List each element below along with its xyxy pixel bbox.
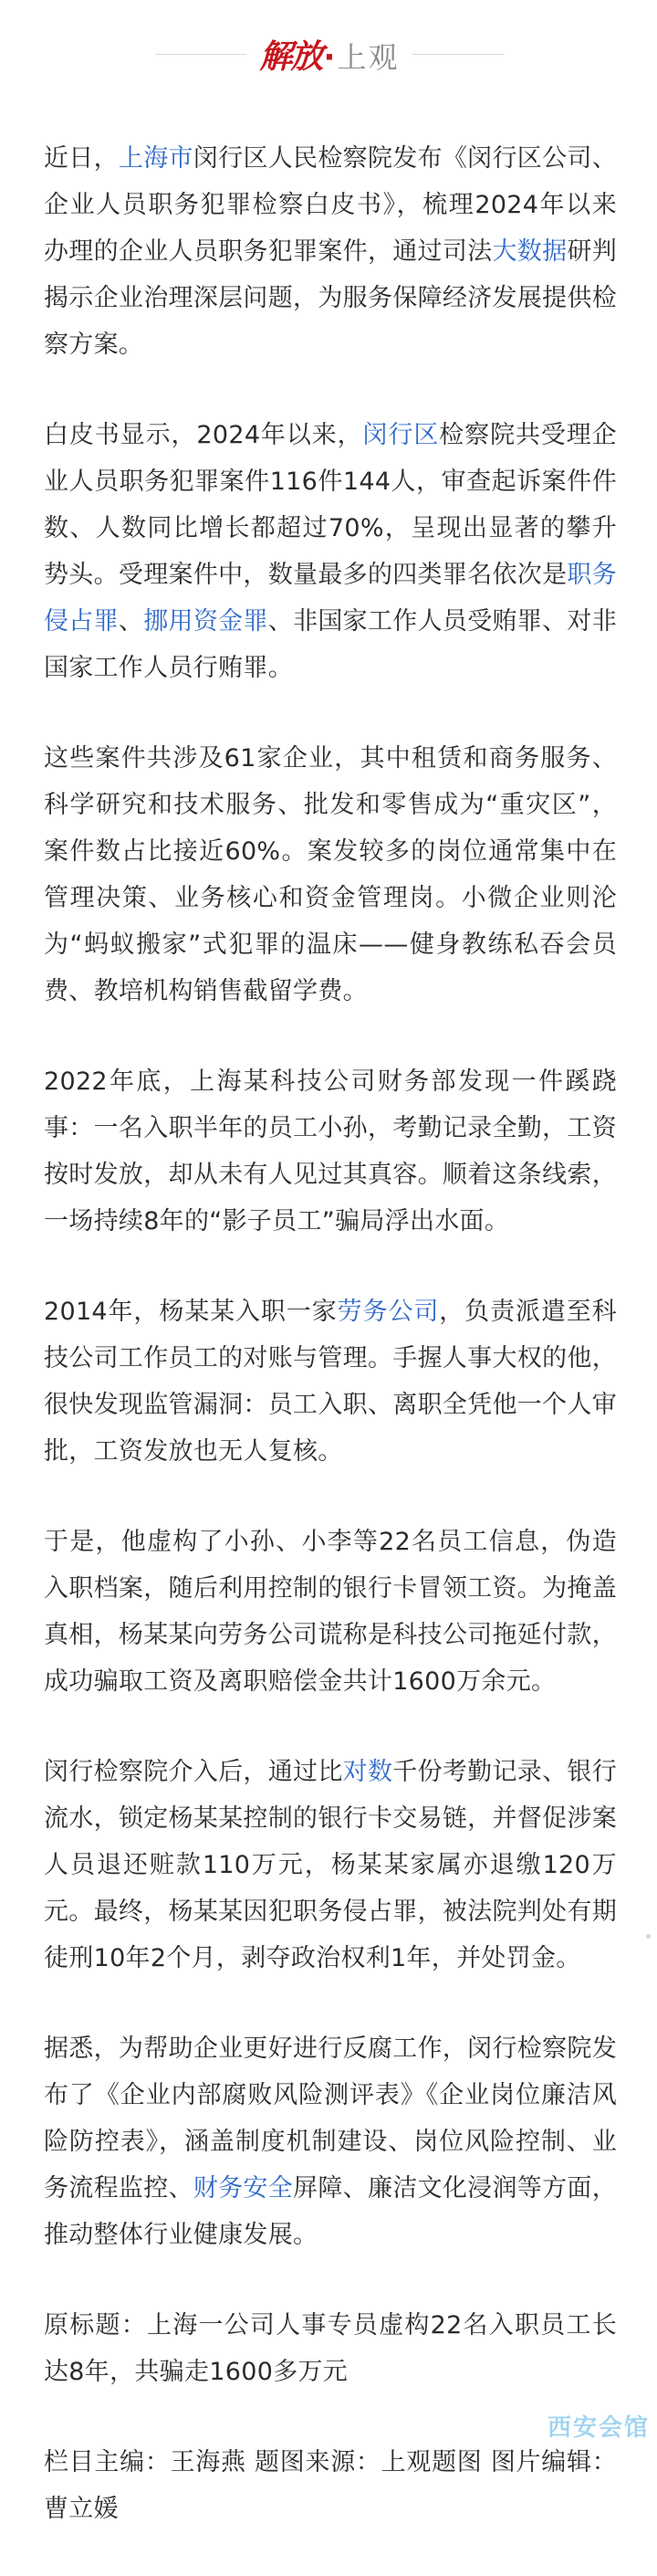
original-title: 原标题：上海一公司人事专员虚构22名入职员工长达8年，共骗走1600多万元 xyxy=(44,2311,617,2386)
logo-script-text: 解放 xyxy=(259,37,322,76)
paragraph-text: 2014年，杨某某入职一家 xyxy=(44,1298,338,1326)
paragraph-text: 、 xyxy=(118,607,144,636)
paragraph-7 xyxy=(44,1749,617,1982)
paragraph-text: 研判揭示企业治理深层问题，为服务保障经济发展提供检察方案。 xyxy=(44,237,617,359)
paragraph-3: 这些案件共涉及61家企业，其中租赁和商务服务、科学研究和技术服务、批发和零售成为“重灾区”，案件数占比接近60%。案发较多的岗位通常集中在管理决策、业务核心和资金管理岗。小微企业则沦为“蚂蚁搬家”式犯罪的温床——健身教练私吞会员费、教培机构销售截留学费。 xyxy=(44,744,617,1005)
jiefang-shangguan-logo[interactable] xyxy=(246,31,412,77)
paragraph-text: 近日， xyxy=(44,144,119,173)
paragraph-text: 千份考勤记录、银行流水，锁定杨某某控制的银行卡交易链，并督促涉案人员退还赃款110万元，杨某某家属亦退缴120万元。最终，杨某某因犯职务侵占罪，被法院判处有期徒刑10年2个月，剥夺政治权利1年，并处罚金。 xyxy=(44,1758,617,1972)
keyword-link-labor-company[interactable]: 劳务公司 xyxy=(337,1298,440,1326)
paragraph-text: ，负责派遣至科技公司工作员工的对账与管理。手握人事大权的他，很快发现监管漏洞：员工入职、离职全凭他一个人审批，工资发放也无人复核。 xyxy=(44,1298,617,1466)
editor-credits: 栏目主编：王海燕 题图来源：上观题图 图片编辑：曹立媛 xyxy=(44,2448,617,2523)
article-body xyxy=(44,135,617,2576)
paragraph-text: 闵行区人民检察院发布《闵行区公司、企业人员职务犯罪检察白皮书》，梳理2024年以来办理的企业人员职务犯罪案件，通过司法 xyxy=(44,144,617,266)
logo-dot: · xyxy=(323,39,336,76)
paragraph-4: 2022年底，上海某科技公司财务部发现一件蹊跷事：一名入职半年的员工小孙，考勤记录全勤，工资按时发放，却从未有人见过其真容。顺着这条线索，一场持续8年的“影子员工”骗局浮出水面。 xyxy=(44,1067,617,1235)
paragraph-1 xyxy=(44,135,617,368)
keyword-link-big-data[interactable]: 大数据 xyxy=(492,237,568,266)
keyword-link-misappropriation[interactable]: 挪用资金罪 xyxy=(143,607,268,636)
paragraph-8 xyxy=(44,2025,617,2258)
paragraph-5 xyxy=(44,1288,617,1475)
keyword-link-financial-security[interactable]: 财务安全 xyxy=(193,2174,294,2203)
paragraph-text: 闵行检察院介入后，通过比 xyxy=(44,1758,343,1786)
keyword-link-data[interactable]: 对数 xyxy=(342,1758,393,1786)
paragraph-text: 白皮书显示，2024年以来， xyxy=(44,421,363,449)
header-divider-left xyxy=(155,54,246,55)
keyword-link-shanghai[interactable]: 上海市 xyxy=(118,144,193,173)
paragraph-text: 据悉，为帮助企业更好进行反腐工作，闵行检察院发布了《企业内部腐败风险测评表》《企业岗位廉洁风险防控表》，涵盖制度机制建设、岗位风险控制、业务流程监控、 xyxy=(44,2035,617,2203)
logo-name-text: 上观 xyxy=(337,40,400,75)
header-divider-right xyxy=(412,54,504,55)
article-header xyxy=(0,0,657,108)
keyword-link-minhang[interactable]: 闵行区 xyxy=(362,421,440,449)
paragraph-6: 于是，他虚构了小孙、小李等22名员工信息，伪造入职档案，随后利用控制的银行卡冒领工资。为掩盖真相，杨某某向劳务公司谎称是科技公司拖延付款，成功骗取工资及离职赔偿金共计1600万余元。 xyxy=(44,1528,617,1696)
paragraph-text: 检察院共受理企业人员职务犯罪案件116件144人，审查起诉案件件数、人数同比增长都超过70%，呈现出显著的攀升势头。受理案件中，数量最多的四类罪名依次是 xyxy=(44,421,617,589)
paragraph-text: 屏障、廉洁文化浸润等方面，推动整体行业健康发展。 xyxy=(44,2174,617,2249)
scroll-indicator-dot xyxy=(646,1934,651,1939)
paragraph-text: 、非国家工作人员受贿罪、对非国家工作人员行贿罪。 xyxy=(44,607,618,682)
keyword-link-embezzlement[interactable]: 职务侵占罪 xyxy=(44,561,617,636)
paragraph-2 xyxy=(44,412,617,691)
watermark-logo: 西安会馆 xyxy=(547,2414,650,2442)
